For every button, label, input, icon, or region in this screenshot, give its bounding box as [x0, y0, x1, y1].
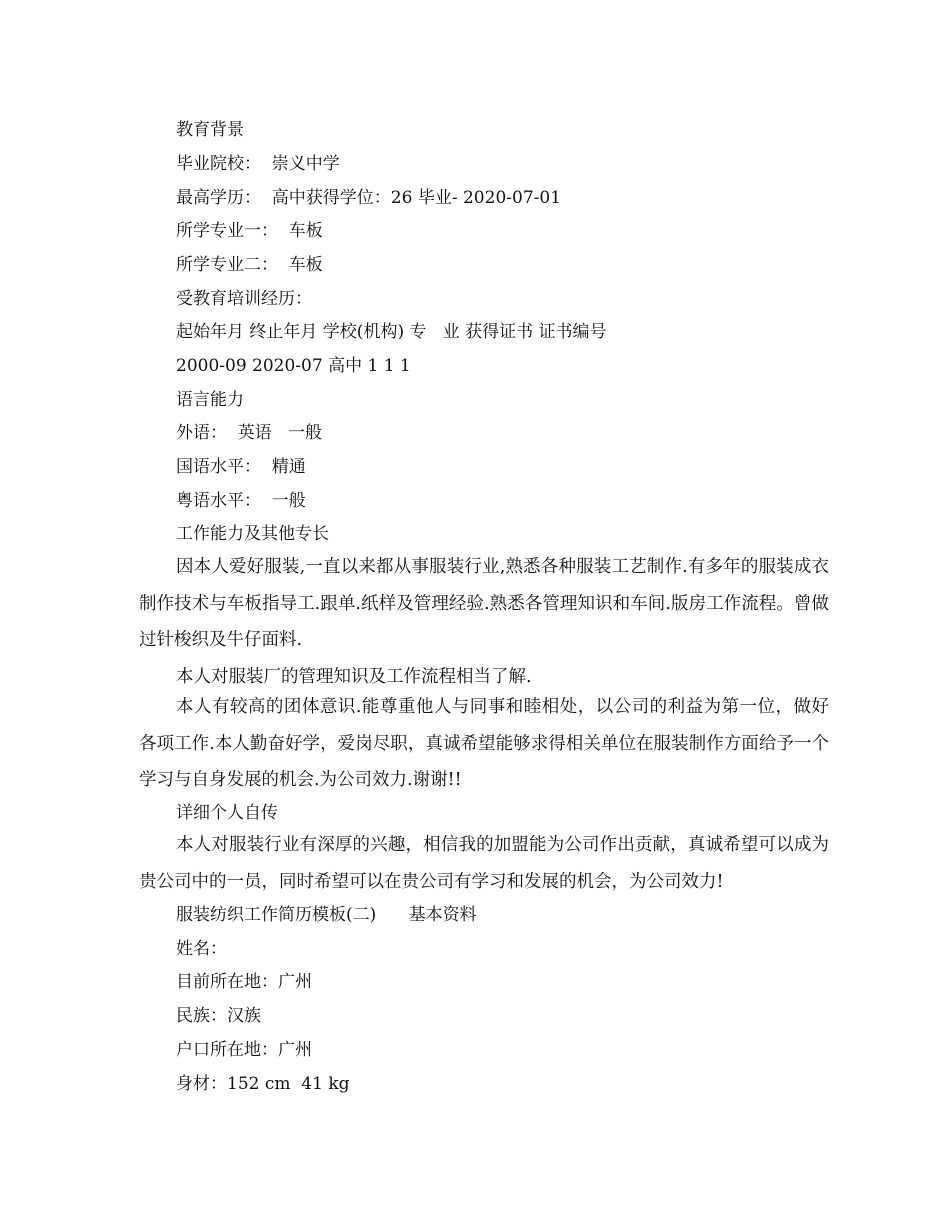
work-ability-paragraph-2: 本人对服装厂的管理知识及工作流程相当了解. [176, 667, 532, 687]
mandarin-level-line: 国语水平： 精通 [176, 457, 306, 477]
section-heading-autobiography: 详细个人自传 [176, 803, 278, 823]
training-history-label: 受教育培训经历： [176, 289, 312, 309]
current-location-line: 目前所在地：广州 [176, 972, 312, 992]
section-heading-education: 教育背景 [176, 120, 244, 140]
major-one-line: 所学专业一： 车板 [176, 221, 323, 241]
highest-degree-line: 最高学历： 高中获得学位：26 毕业- 2020-07-01 [176, 188, 562, 208]
cantonese-level-line: 粤语水平： 一般 [176, 491, 306, 511]
autobiography-paragraph: 本人对服装行业有深厚的兴趣，相信我的加盟能为公司作出贡献，真诚希望可以成为贵公司中的一员，同时希望可以在贵公司有学习和发展的机会，为公司效力! [139, 835, 829, 892]
training-table-header: 起始年月 终止年月 学校(机构) 专 业 获得证书 证书编号 [176, 322, 607, 342]
training-table-row: 2000-09 2020-07 高中 1 1 1 [176, 356, 411, 376]
section-heading-work-ability: 工作能力及其他专长 [176, 524, 329, 544]
section-heading-language: 语言能力 [176, 390, 244, 410]
name-line: 姓名： [176, 939, 227, 959]
ethnicity-line: 民族：汉族 [176, 1006, 261, 1026]
major-two-line: 所学专业二： 车板 [176, 255, 323, 275]
foreign-language-line: 外语： 英语 一般 [176, 423, 323, 443]
graduated-school-line: 毕业院校： 崇义中学 [176, 154, 340, 174]
work-ability-paragraph-1: 因本人爱好服装,一直以来都从事服装行业,熟悉各种服装工艺制作.有多年的服装成衣制作技术与车板指导工.跟单.纸样及管理经验.熟悉各管理知识和车间.版房工作流程。曾做过针梭织及牛仔面料. [139, 557, 829, 650]
body-stats-line: 身材：152 cm 41 kg [176, 1074, 350, 1094]
household-registration-line: 户口所在地：广州 [176, 1040, 312, 1060]
work-ability-paragraph-3: 本人有较高的团体意识.能尊重他人与同事和睦相处，以公司的利益为第一位，做好各项工作.本人勤奋好学，爱岗尽职，真诚希望能够求得相关单位在服装制作方面给予一个学习与自身发展的机会.为公司效力.谢谢!! [139, 697, 829, 790]
template-two-title-line: 服装纺织工作简历模板(二) 基本资料 [176, 905, 477, 925]
